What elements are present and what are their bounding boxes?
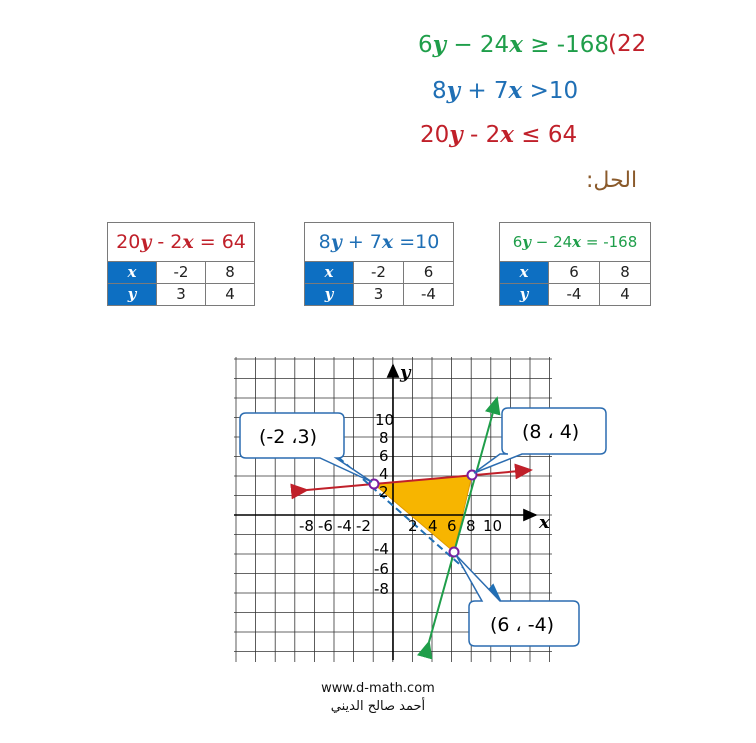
x-tick: 2: [408, 517, 418, 535]
callout-1: [240, 413, 372, 482]
table-cell: 6: [548, 262, 599, 283]
callout-text: (-2 ،3): [259, 426, 318, 448]
table-equation: 6y − 24x = -168: [500, 223, 650, 262]
x-tick: -8: [299, 517, 314, 535]
x-tick: 8: [466, 517, 476, 535]
y-axis-label: y: [400, 362, 411, 383]
x-tick: -2: [356, 517, 371, 535]
website-footer: www.d-math.com: [321, 681, 435, 696]
row-label: y: [108, 284, 156, 305]
y-tick: 4: [379, 465, 389, 483]
row-label: y: [500, 284, 548, 305]
callout-text: (8 ، 4): [522, 421, 580, 443]
inequality-1: 6y − 24x ≥ -168: [418, 31, 609, 58]
table-cell: 4: [599, 284, 650, 305]
callout-text: (6 ، -4): [490, 614, 555, 636]
table-cell: -2: [353, 262, 403, 283]
y-tick: 2: [379, 483, 389, 501]
table-cell: 3: [353, 284, 403, 305]
table-equation: 20y - 2x = 64: [108, 223, 254, 262]
row-label: y: [305, 284, 353, 305]
x-axis-label: x: [539, 512, 550, 533]
author-footer: أحمد صالح الديني: [330, 699, 426, 714]
x-tick: 6: [447, 517, 457, 535]
callout-3: [456, 555, 579, 646]
x-tick: -4: [337, 517, 352, 535]
row-label: x: [500, 262, 548, 283]
y-tick: -8: [374, 580, 389, 598]
table-cell: 3: [156, 284, 205, 305]
x-tick: -6: [318, 517, 333, 535]
table-cell: 8: [599, 262, 650, 283]
table-cell: 4: [205, 284, 254, 305]
table-cell: 6: [403, 262, 453, 283]
y-tick: 6: [379, 447, 389, 465]
inequality-3: 20y - 2x ≤ 64: [420, 121, 578, 148]
row-label: x: [108, 262, 156, 283]
table-cell: -4: [548, 284, 599, 305]
table-cell: 8: [205, 262, 254, 283]
y-tick: -6: [374, 560, 389, 578]
x-tick: 4: [428, 517, 438, 535]
problem-number: (22: [608, 31, 647, 57]
y-tick: 8: [379, 429, 389, 447]
table-equation: 8y + 7x =10: [305, 223, 453, 262]
y-tick: 10: [375, 411, 395, 429]
x-tick: 10: [483, 517, 503, 535]
table-cell: -4: [403, 284, 453, 305]
solution-label: الحل:: [586, 168, 638, 193]
row-label: x: [305, 262, 353, 283]
inequality-2: 8y + 7x >10: [432, 77, 579, 104]
y-tick: -4: [374, 540, 389, 558]
table-cell: -2: [156, 262, 205, 283]
